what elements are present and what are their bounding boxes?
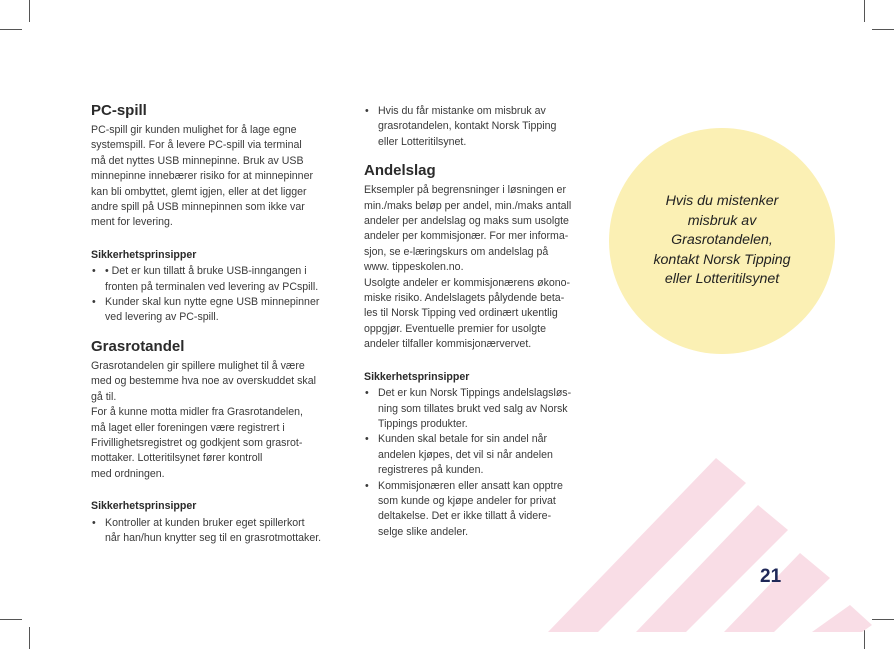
bullet: • bbox=[365, 105, 369, 117]
text-line: grasrotandelen, kontakt Norsk Tipping bbox=[378, 120, 557, 133]
andelslag-body bbox=[364, 183, 590, 352]
text-line: selge slike andeler. bbox=[378, 525, 469, 538]
text-line: gå til. bbox=[91, 390, 117, 403]
text-line: eller Lotteritilsynet. bbox=[378, 135, 467, 148]
safety-heading: Sikkerhetsprinsipper bbox=[364, 370, 470, 383]
text-line: med ordningen. bbox=[91, 467, 165, 480]
bullet: • bbox=[92, 516, 96, 529]
text-line: registreres på kunden. bbox=[378, 464, 484, 477]
text-line: PC-spill gir kunden mulighet for å lage egne bbox=[91, 124, 297, 136]
text-line: For å kunne motta midler fra Grasrotandelen, bbox=[91, 406, 303, 419]
text-line: Kontroller at kunden bruker eget spillerkort bbox=[105, 516, 305, 529]
list-item bbox=[364, 104, 590, 150]
text-line: Kunden skal betale for sin andel når bbox=[378, 433, 548, 446]
text-line: ning som tillates brukt ved salg av Norsk bbox=[378, 402, 568, 415]
text-line: min./maks beløp per andel, min./maks antall bbox=[364, 199, 572, 212]
bullet: • bbox=[92, 265, 96, 278]
text-line: www. tippeskolen.no. bbox=[364, 261, 464, 274]
text-line: må det nyttes USB minnepinne. Bruk av USB bbox=[91, 154, 304, 167]
list-item bbox=[91, 516, 343, 547]
text-line: • Det er kun tillatt å bruke USB-inngangen i bbox=[105, 265, 307, 278]
page-number: 21 bbox=[760, 566, 782, 587]
list-item bbox=[364, 386, 590, 432]
safety-list bbox=[91, 264, 343, 326]
text-line: minnepinne innebærer risiko for at minnepinner bbox=[91, 170, 313, 183]
stripe bbox=[812, 605, 872, 632]
text-line: Usolgte andeler er kommisjonærens økono- bbox=[364, 276, 571, 289]
text-line: som kunde og kjøpe andeler for privat bbox=[378, 494, 556, 507]
text-line: må laget eller foreningen være registrert i bbox=[91, 421, 285, 434]
text-line: fronten på terminalen ved levering av PCspill. bbox=[105, 280, 319, 293]
safety-heading: Sikkerhetsprinsipper bbox=[91, 500, 197, 513]
right-column bbox=[364, 104, 590, 540]
andelslag-heading: Andelslag bbox=[364, 162, 436, 180]
list-item bbox=[364, 432, 590, 478]
bullet: • bbox=[92, 296, 96, 309]
bullet: • bbox=[365, 387, 369, 400]
safety-heading: Sikkerhetsprinsipper bbox=[91, 248, 197, 261]
safety-list bbox=[91, 516, 343, 547]
bullet: • bbox=[365, 433, 369, 446]
text-line: systemspill. For å levere PC-spill via terminal bbox=[91, 139, 302, 152]
text-line: Hvis du får mistanke om misbruk av bbox=[378, 105, 546, 117]
callout-line: kontakt Norsk Tipping bbox=[653, 251, 791, 268]
text-line: deltakelse. Det er ikke tillatt å videre- bbox=[378, 510, 552, 523]
callout-line: misbruk av bbox=[687, 212, 757, 229]
text-line: mottaker. Lotteritilsynet fører kontroll bbox=[91, 452, 263, 465]
callout-line: Hvis du mistenker bbox=[665, 193, 779, 210]
bullet: • bbox=[365, 479, 369, 492]
list-item bbox=[364, 479, 590, 541]
safety-list bbox=[364, 386, 590, 540]
top-list bbox=[364, 104, 590, 150]
text-line: Grasrotandelen gir spillere mulighet til å være bbox=[91, 359, 305, 372]
text-line: Frivillighetsregistret og godkjent som grasrot- bbox=[91, 436, 303, 449]
text-line: Eksempler på begrensninger i løsningen er bbox=[364, 184, 566, 197]
text-line: ved levering av PC-spill. bbox=[105, 311, 219, 324]
text-line: miske risiko. Andelslagets pålydende beta- bbox=[364, 292, 565, 305]
text-line: les til Norsk Tipping ved ordinært ukentlig bbox=[364, 307, 558, 320]
text-line: kan bli ombyttet, glemt igjen, eller at det ligger bbox=[91, 185, 307, 198]
pc-spill-body bbox=[91, 123, 343, 231]
text-line: andeler per andelslag og maks sum usolgte bbox=[364, 215, 569, 228]
left-column bbox=[91, 101, 343, 546]
grasrotandel-heading: Grasrotandel bbox=[91, 337, 185, 355]
text-line: andelen kjøpes, det vil si når andelen bbox=[378, 448, 553, 461]
callout-circle bbox=[609, 128, 835, 354]
text-line: andeler tilfaller kommisjonærvervet. bbox=[364, 338, 532, 351]
text-line: andre spill på USB minnepinnen som ikke var bbox=[91, 201, 305, 214]
callout-line: Grasrotandelen, bbox=[671, 232, 773, 249]
text-line: andeler per kommisjonær. For mer informa- bbox=[364, 230, 569, 243]
text-line: når han/hun knytter seg til en grasrotmottaker. bbox=[105, 531, 322, 544]
text-line: Tippings produkter. bbox=[378, 417, 468, 430]
callout-text bbox=[632, 192, 812, 290]
text-line: Det er kun Norsk Tippings andelslagsløs- bbox=[378, 387, 572, 400]
text-line: sjon, se e-læringskurs om andelslag på bbox=[364, 245, 549, 258]
callout-line: eller Lotteritilsynet bbox=[664, 271, 780, 288]
list-item bbox=[91, 264, 343, 295]
text-line: oppgjør. Eventuelle premier for usolgte bbox=[364, 322, 546, 335]
grasrotandel-body bbox=[91, 359, 343, 482]
text-line: Kommisjonæren eller ansatt kan opptre bbox=[378, 479, 563, 492]
pc-spill-heading: PC-spill bbox=[91, 102, 147, 119]
text-line: med og bestemme hva noe av overskuddet skal bbox=[91, 375, 316, 388]
text-line: ment for levering. bbox=[91, 216, 173, 229]
list-item bbox=[91, 295, 343, 326]
text-line: Kunder skal kun nytte egne USB minnepinner bbox=[105, 296, 320, 309]
